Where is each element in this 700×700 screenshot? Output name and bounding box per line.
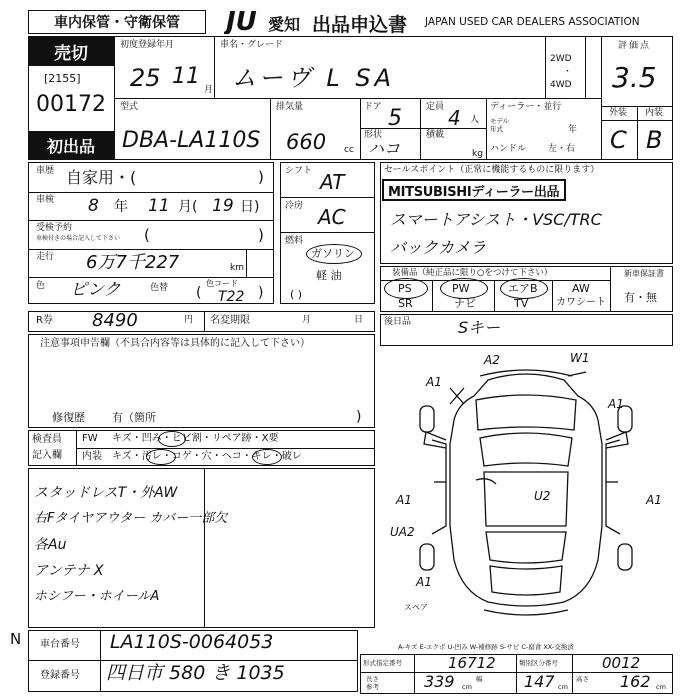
dealer-year-unit: 年 [568,125,578,135]
specs-width-value: 147 [524,672,555,691]
storage-label-box [28,10,206,34]
damage-label-a1-right-door: A1 [646,493,662,507]
recycle-box [28,311,375,332]
acceptance-open: ( [144,226,150,244]
color-value: ピンク [70,280,121,300]
inspector-label-1: 検査員 [32,434,62,445]
inspector-label-2: 記入欄 [32,450,62,461]
inspection-month: 11 [148,196,170,216]
side-n: N [10,630,22,648]
rating-label: 評価点 [618,41,652,51]
plate-value: 四日市 580 き 1035 [106,662,285,684]
first-listing-badge [28,131,114,160]
interior-grade: B [646,126,663,154]
equip-tv: TV [514,297,529,310]
interior-label: 内装 [645,108,664,118]
damage-label-a1-front-left: A1 [426,375,442,389]
car-name-label: 車名・グレード [220,40,284,50]
dealer-label: ディーラー・並行 [490,102,562,112]
equip-aw: AW [572,282,590,295]
note-1: スタッドレスT・外AW [34,485,178,501]
note-3: 各Au [34,537,67,553]
note-5: ホシフー・ホイールA [34,589,160,604]
ju-logo-text: JU [226,7,257,34]
model-value: DBA-LA110S [122,128,261,153]
specs-length-unit: cm [462,683,472,691]
mileage-label: 走行 [36,252,55,262]
registration-label: 初度登録年月 [120,40,175,50]
damage-label-a2: A2 [484,353,500,367]
specs-form-value: 16712 [448,654,496,672]
damage-legend: A-キズ E-エクボ U-凹み W-補修跡 S-サビ C-腐食 XX-交換済 [398,643,574,651]
registration-year: 25 [130,64,161,92]
name-change-label: 名変期限 [210,315,250,326]
car-name-value: ムーヴ L SA [232,64,396,92]
specs-ref-label: 参考 [366,683,379,691]
shift-value: AT [320,170,345,194]
exterior-grade: C [610,126,627,154]
inspection-year: 8 [88,196,99,216]
equip-ps-circle [384,278,428,299]
ju-logo [224,6,268,34]
shape-label: 形状 [364,130,383,140]
specs-class-value: 0012 [602,654,641,672]
repair-value: 有（箇所 [112,411,156,424]
damage-label-w1: W1 [570,351,590,365]
inspector-row1-items: キズ・凹み・ヒビ割・リペア跡・X要 [112,433,279,444]
doors-value: 5 [388,106,402,131]
displacement-unit: cc [344,145,354,155]
specs-length-value: 339 [424,672,455,691]
color-code-value: T22 [218,289,245,305]
specs-height-unit: cm [656,683,666,691]
lot-code: [2155] [44,72,81,85]
damage-label-ua2: UA2 [390,525,415,539]
inspector-mark-dent [158,431,186,447]
storage-label: 車内保管・守衛保管 [54,15,180,31]
repair-label: 修復歴 [52,411,85,424]
mileage-unit: km [230,263,244,273]
equip-airbag: エアB [508,282,538,295]
selling-points-label: セールスポイント（正常に機能するものに限ります） [384,165,600,175]
warranty-value: 有・無 [624,291,657,304]
specs-length-label: 長さ [366,675,379,683]
cooling-label: 冷房 [285,201,304,211]
drive-4wd: 4WD [550,80,572,90]
accessories-label: 後日品 [384,317,412,327]
color-change-label: 色替 [150,283,169,293]
color-change-close: ) [258,285,264,301]
acceptance-note: 車検付きの場合記入して下さい [36,235,121,242]
damage-label-a1-rear-left: A1 [416,575,432,589]
dealer-year-label: 年式 [490,125,503,133]
specs-class-label: 類別区分番号 [519,659,558,667]
lot-status [28,36,114,66]
specs-width-label: 幅 [476,675,483,683]
logo-city: 愛知 [268,15,301,34]
registration-month-unit: 月 [204,85,214,95]
ju-logo-icon [224,6,268,34]
inspection-label: 車検 [36,195,55,205]
fuel-other: ( ) [290,288,303,301]
load-label: 積載 [426,130,445,140]
first-listing-text: 初出品 [46,137,95,156]
inspection-day-unit: 日) [240,199,260,215]
usage-value: 自家用・( [66,168,137,187]
equip-sr: SR [398,297,413,310]
lot-status-text: 売切 [54,43,88,64]
inspection-day: 19 [212,196,234,216]
selling-point-2: バックカメラ [390,238,487,257]
damage-label-a1-left-door: A1 [396,493,412,507]
inspection-month-unit: 月( [178,199,198,215]
dealer-handle-label: ハンドル [490,144,527,154]
inspector-mark-hekomi [252,449,282,465]
cooling-value: AC [318,205,346,229]
color-change-open: ( [196,285,202,301]
attention-label: 注意事項申告欄（不具合内容等は具体的に記入して下さい） [40,338,310,349]
recycle-value: 8490 [92,310,138,331]
registration-month: 11 [172,64,200,89]
chassis-label: 車台番号 [40,639,80,650]
form-title: 出品申込書 [312,14,408,36]
capacity-unit: 人 [470,115,480,125]
recycle-label: R券 [36,315,53,326]
accessories-value: Sキー [458,318,501,337]
specs-width-unit: cm [558,683,568,691]
load-unit: kg [472,149,483,159]
inspector-row1-cat: FW [82,433,98,444]
acceptance-close: ) [258,226,264,244]
doors-label: ドア [364,102,382,112]
equip-navi: ナビ [454,297,476,310]
rating-value: 3.5 [612,61,657,94]
repair-close: ) [356,409,362,425]
usage-close: ) [258,168,264,186]
mitsubishi-brand-box [382,179,566,201]
equip-pw-circle [440,278,488,299]
shape-value: ハコ [368,139,401,158]
recycle-unit: 円 [184,315,194,325]
chassis-value: LA110S-0064053 [110,631,274,653]
specs-height-value: 162 [620,672,651,691]
warranty-label: 新車保証書 [624,269,664,278]
color-label: 色 [36,281,46,291]
inspector-row2-items: キズ・汚レ・コゲ・穴・ヘコ・キレ・破レ [112,451,302,462]
selling-point-1: スマートアシスト・VSC/TRC [390,210,602,229]
capacity-value: 4 [448,106,461,130]
displacement-value: 660 [286,130,327,154]
equip-pw: PW [452,282,470,295]
drive-2wd: 2WD [550,54,572,64]
equipment-label: 装備品（純正品に限り○をつけて下さい） [392,268,553,278]
equip-airbag-circle [500,278,548,299]
mileage-value: 6万7千227 [86,252,180,273]
color-code-label: 色コード [206,279,238,288]
note-2: 右Fタイヤアウター カバー一部欠 [34,511,228,526]
capacity-label: 定員 [426,102,445,112]
model-label: 型式 [120,102,139,112]
exterior-label: 外装 [609,108,628,118]
damage-label-u2: U2 [534,489,551,503]
plate-label: 登録番号 [40,670,80,681]
inspector-row2-cat: 内装 [82,451,102,462]
fuel-diesel: 軽 油 [316,269,342,282]
spare-label: スペア [404,603,428,612]
usage-label: 車歴 [36,166,55,176]
acceptance-label: 受検予約 [36,223,73,233]
accessories-box [380,314,673,346]
car-damage-diagram [380,348,673,624]
specs-height-label: 高さ [576,675,589,683]
fuel-label: 燃料 [285,236,304,246]
note-4: アンテナ X [34,563,104,579]
equip-kawa-seat: カワシート [556,297,606,308]
name-change-day: 日 [354,315,364,325]
fuel-gasoline: ガソリン [311,247,355,260]
displacement-label: 排気量 [276,102,304,112]
inspector-mark-dirt [146,449,176,465]
specs-form-label: 形式指定番号 [363,659,402,667]
inspection-year-unit: 年 [114,199,128,215]
dealer-model-label: モデル [490,117,510,125]
damage-label-a1-mirror: A1 [608,397,624,411]
name-change-month: 月 [302,315,312,325]
lot-number: 00172 [36,92,106,117]
dealer-handle-options: 左・右 [548,144,576,154]
mitsubishi-brand: MITSUBISHIディーラー出品 [388,184,560,200]
equip-ps: PS [398,282,412,295]
shift-label: シフト [285,166,313,176]
association-name: JAPAN USED CAR DEALERS ASSOCIATION [425,16,640,28]
